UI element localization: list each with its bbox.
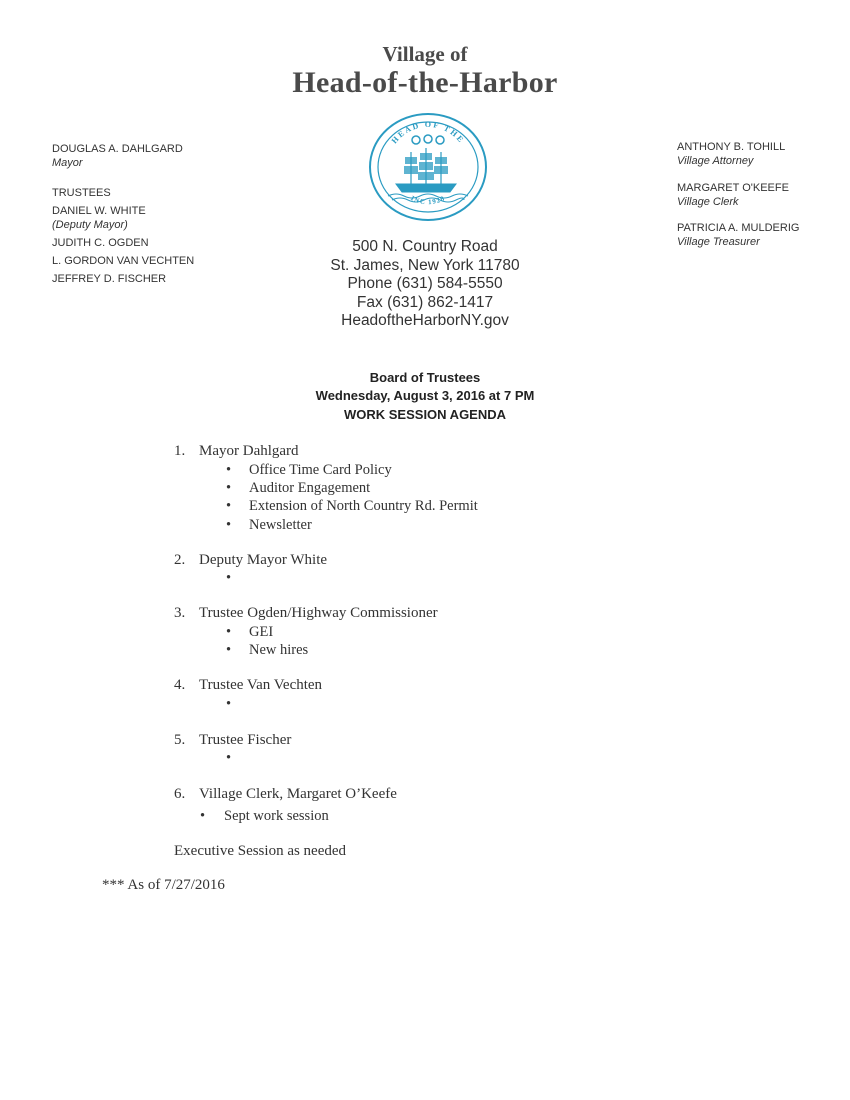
trustee-role: (Deputy Mayor) <box>52 219 128 231</box>
agenda-item: 4. Trustee Van Vechten <box>174 677 323 693</box>
agenda-title: WORK SESSION AGENDA <box>343 407 507 422</box>
svg-text:HEAD OF THE: HEAD OF THE <box>389 119 467 146</box>
svg-text:INC 1928: INC 1928 <box>409 194 447 207</box>
meeting-date: Wednesday, August 3, 2016 at 7 PM <box>315 388 535 403</box>
board-heading: Board of Trustees <box>369 370 481 385</box>
village-seal-logo <box>366 112 490 222</box>
trustees-heading: TRUSTEES <box>52 187 111 199</box>
city-state-zip: St. James, New York 11780 <box>330 256 520 274</box>
attorney-title: Village Attorney <box>677 155 754 167</box>
treasurer-name: PATRICIA A. MULDERIG <box>677 222 800 234</box>
clerk-name: MARGARET O'KEEFE <box>677 182 789 194</box>
executive-session-note: Executive Session as needed <box>174 843 347 859</box>
trustee-name: DANIEL W. WHITE <box>52 205 146 217</box>
website: HeadoftheHarborNY.gov <box>341 312 509 329</box>
village-name-heading: Head-of-the-Harbor <box>292 66 558 99</box>
agenda-bullet: • GEI <box>226 624 274 640</box>
agenda-item: 3. Trustee Ogden/Highway Commissioner <box>174 605 438 621</box>
clerk-title: Village Clerk <box>677 196 739 208</box>
treasurer-title: Village Treasurer <box>677 236 760 248</box>
street-address: 500 N. Country Road <box>352 238 498 255</box>
agenda-item: 6. Village Clerk, Margaret O’Keefe <box>174 786 397 802</box>
agenda-bullet: • <box>226 696 232 712</box>
attorney-name: ANTHONY B. TOHILL <box>677 141 786 153</box>
agenda-item: 2. Deputy Mayor White <box>174 552 328 568</box>
officials-left-column <box>52 142 194 286</box>
agenda-bullet: • Office Time Card Policy <box>226 462 392 478</box>
agenda-bullet: • <box>226 570 232 586</box>
agenda-item: 1. Mayor Dahlgard <box>174 443 299 459</box>
agenda-bullet: • New hires <box>226 642 309 658</box>
agenda-bullet: • Auditor Engagement <box>226 480 371 496</box>
trustee-name: L. GORDON VAN VECHTEN <box>52 255 195 267</box>
agenda-bullet: • <box>226 750 232 766</box>
mayor-title: Mayor <box>52 157 83 169</box>
village-of-heading: Village of <box>382 42 468 66</box>
agenda-bullet: • Sept work session <box>200 808 329 824</box>
mayor-name: DOUGLAS A. DAHLGARD <box>52 143 183 155</box>
trustee-name: JUDITH C. OGDEN <box>52 237 149 249</box>
phone-number: Phone (631) 584-5550 <box>347 275 503 292</box>
trustee-name: JEFFREY D. FISCHER <box>52 273 167 285</box>
agenda-bullet: • Newsletter <box>226 517 312 533</box>
agenda-bullet: • Extension of North Country Rd. Permit <box>226 498 478 514</box>
as-of-date-note: *** As of 7/27/2016 <box>102 877 225 893</box>
agenda-item: 5. Trustee Fischer <box>174 732 292 748</box>
officials-right-column <box>677 140 799 249</box>
fax-number: Fax (631) 862-1417 <box>356 293 494 311</box>
village-address-block <box>280 238 570 331</box>
